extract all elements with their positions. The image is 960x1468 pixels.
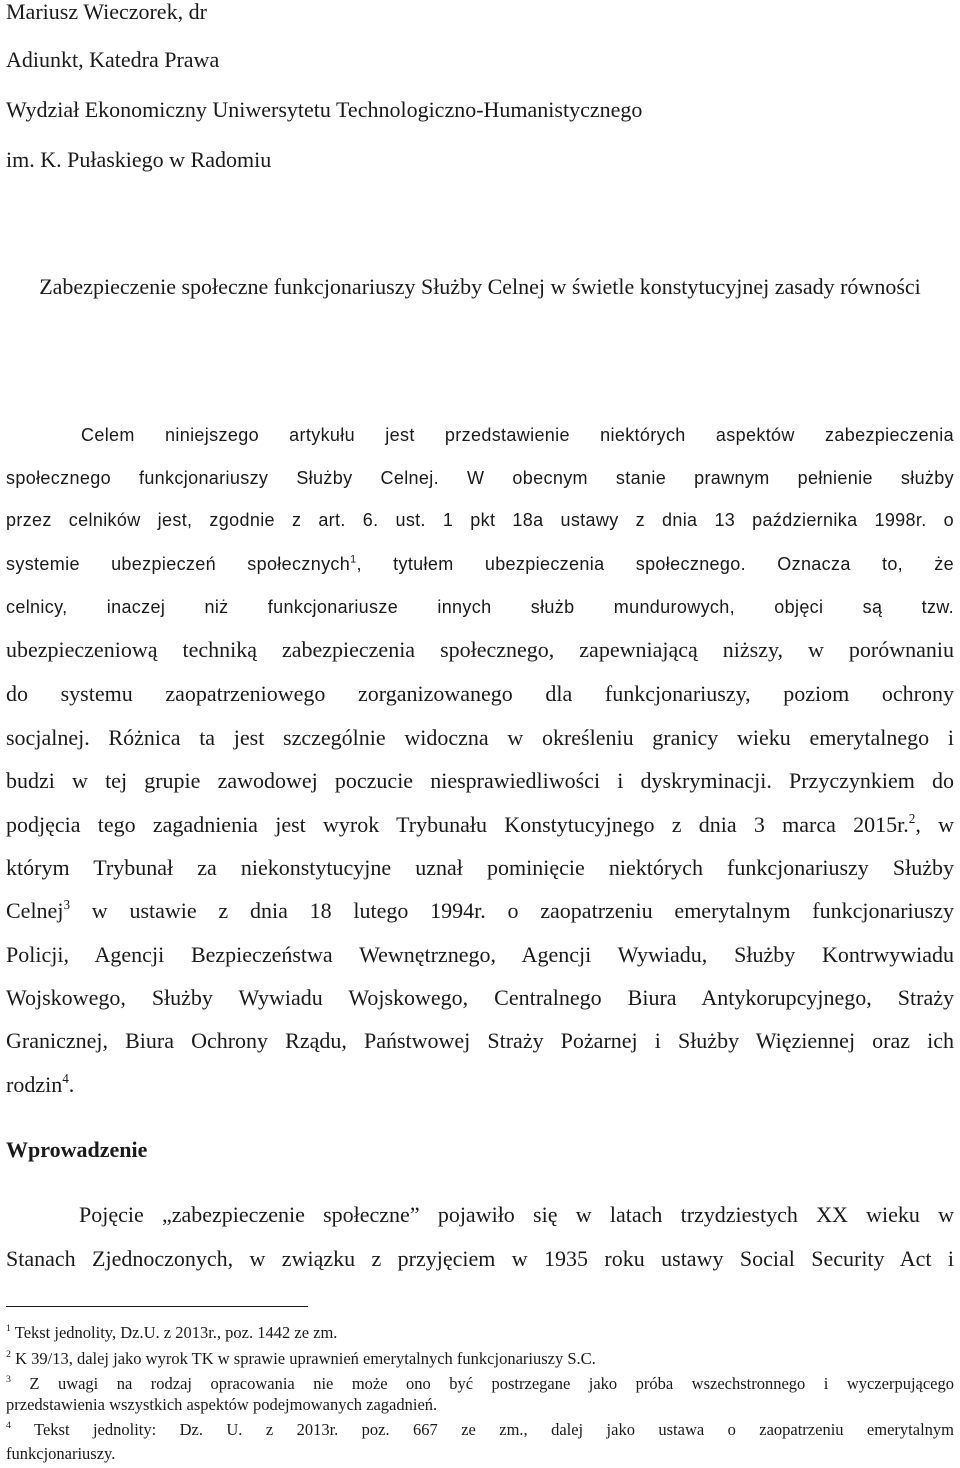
body-text: Wojskowego, Służby Wywiadu Wojskowego, Centralnego Biura Antykorupcyjnego, Straży	[6, 985, 954, 1010]
footnote-continuation	[6, 1444, 954, 1464]
footnote	[6, 1374, 954, 1394]
body-line	[6, 1071, 954, 1099]
section-heading: Wprowadzenie	[6, 1137, 148, 1162]
body-text: budzi w tej grupie zawodowej poczucie niesprawiedliwości i dyskryminacji. Przyczynkiem do	[6, 768, 954, 793]
body-line	[6, 984, 954, 1012]
body-text: w ustawie z dnia 18 lutego 1994r. o zaopatrzeniu emerytalnym funkcjonariuszy	[70, 898, 954, 923]
abstract-text: Celem niniejszego artykułu jest przedstawienie niektórych aspektów zabezpieczenia	[81, 425, 954, 445]
body-text: ubezpieczeniową techniką zabezpieczenia społecznego, zapewniającą niższy, w porównaniu	[6, 637, 954, 662]
abstract-text: społecznego funkcjonariuszy Służby Celnej. W obecnym stanie prawnym pełnienie służby	[6, 468, 954, 488]
footnote-text: K 39/13, dalej jako wyrok TK w sprawie uprawnień emerytalnych funkcjonariuszy S.C.	[10, 1349, 596, 1368]
footnote-mark: 4	[6, 1420, 11, 1432]
footnote	[6, 1349, 954, 1369]
abstract-line	[6, 466, 954, 490]
intro-line	[6, 1201, 954, 1229]
author-position: Adiunkt, Katedra Prawa	[6, 47, 220, 72]
body-text: , w	[915, 812, 954, 837]
footnote-text: funkcjonariuszy.	[6, 1444, 116, 1463]
footnote-text: Z uwagi na rodzaj opracowania nie może ono być postrzegane jako próba wszechstronnego i wyczerpującego	[10, 1374, 954, 1393]
footnote-mark: 2	[6, 1349, 11, 1361]
abstract-line	[6, 508, 954, 532]
body-line	[6, 854, 954, 882]
body-text: Granicznej, Biura Ochrony Rządu, Państwowej Straży Pożarnej i Służby Więziennej oraz ich	[6, 1028, 954, 1053]
body-text: którym Trybunał za niekonstytucyjne uznał pominięcie niektórych funkcjonariuszy Służby	[6, 855, 954, 880]
intro-line	[6, 1245, 954, 1273]
body-line	[6, 636, 954, 664]
abstract-text: , tytułem ubezpieczenia społecznego. Oznacza to, że	[356, 554, 954, 574]
footnote-ref: 1	[350, 553, 357, 566]
footnote-ref: 3	[63, 896, 71, 912]
body-line	[6, 680, 954, 708]
body-text: .	[68, 1072, 75, 1097]
footnote	[6, 1323, 954, 1343]
footnote-ref: 2	[908, 810, 916, 826]
footnote-separator	[6, 1306, 308, 1307]
footnote-continuation	[6, 1395, 954, 1415]
body-text: podjęcia tego zagadnienia jest wyrok Trybunału Konstytucyjnego z dnia 3 marca 2015r.	[6, 812, 909, 837]
footnote	[6, 1420, 954, 1440]
body-text: rodzin	[6, 1072, 63, 1097]
footnote-text: Tekst jednolity: Dz. U. z 2013r. poz. 667 ze zm., dalej jako ustawa o zaopatrzeniu emerytalnym	[10, 1420, 954, 1439]
body-text: Stanach Zjednoczonych, w związku z przyjęciem w 1935 roku ustawy Social Security Act i	[6, 1246, 954, 1271]
body-text: Celnej	[6, 898, 64, 923]
abstract-line	[6, 552, 954, 576]
author-university: im. K. Pułaskiego w Radomiu	[6, 147, 272, 172]
footnote-ref: 4	[62, 1070, 69, 1086]
abstract-text: celnicy, inaczej niż funkcjonariusze innych służb mundurowych, objęci są tzw.	[6, 597, 954, 617]
body-line	[6, 897, 954, 925]
body-text: socjalnej. Różnica ta jest szczególnie widoczna w określeniu granicy wieku emerytalnego i	[6, 725, 954, 750]
abstract-text: systemie ubezpieczeń społecznych	[6, 554, 351, 574]
footnote-mark: 1	[6, 1323, 11, 1335]
footnote-mark: 3	[6, 1374, 11, 1386]
body-line	[6, 724, 954, 752]
footnote-text: Tekst jednolity, Dz.U. z 2013r., poz. 1442 ze zm.	[10, 1323, 338, 1342]
body-text: do systemu zaopatrzeniowego zorganizowanego dla funkcjonariuszy, poziom ochrony	[6, 681, 954, 706]
body-line	[6, 811, 954, 839]
body-text: Policji, Agencji Bezpieczeństwa Wewnętrznego, Agencji Wywiadu, Służby Kontrwywiadu	[6, 942, 954, 967]
body-text: Pojęcie „zabezpieczenie społeczne” pojawiło się w latach trzydziestych XX wieku w	[79, 1202, 954, 1227]
author-faculty: Wydział Ekonomiczny Uniwersytetu Technologiczno-Humanistycznego	[6, 97, 643, 122]
paper-title: Zabezpieczenie społeczne funkcjonariuszy Służby Celnej w świetle konstytucyjnej zasady równości	[39, 274, 921, 299]
body-line	[6, 767, 954, 795]
author-name: Mariusz Wieczorek, dr	[6, 0, 207, 24]
abstract-line	[6, 595, 954, 619]
body-line	[6, 941, 954, 969]
footnote-text: przedstawienia wszystkich aspektów podejmowanych zagadnień.	[6, 1395, 438, 1414]
abstract-line	[6, 423, 954, 447]
body-line	[6, 1027, 954, 1055]
abstract-text: przez celników jest, zgodnie z art. 6. ust. 1 pkt 18a ustawy z dnia 13 października 1998r. o	[6, 510, 954, 530]
